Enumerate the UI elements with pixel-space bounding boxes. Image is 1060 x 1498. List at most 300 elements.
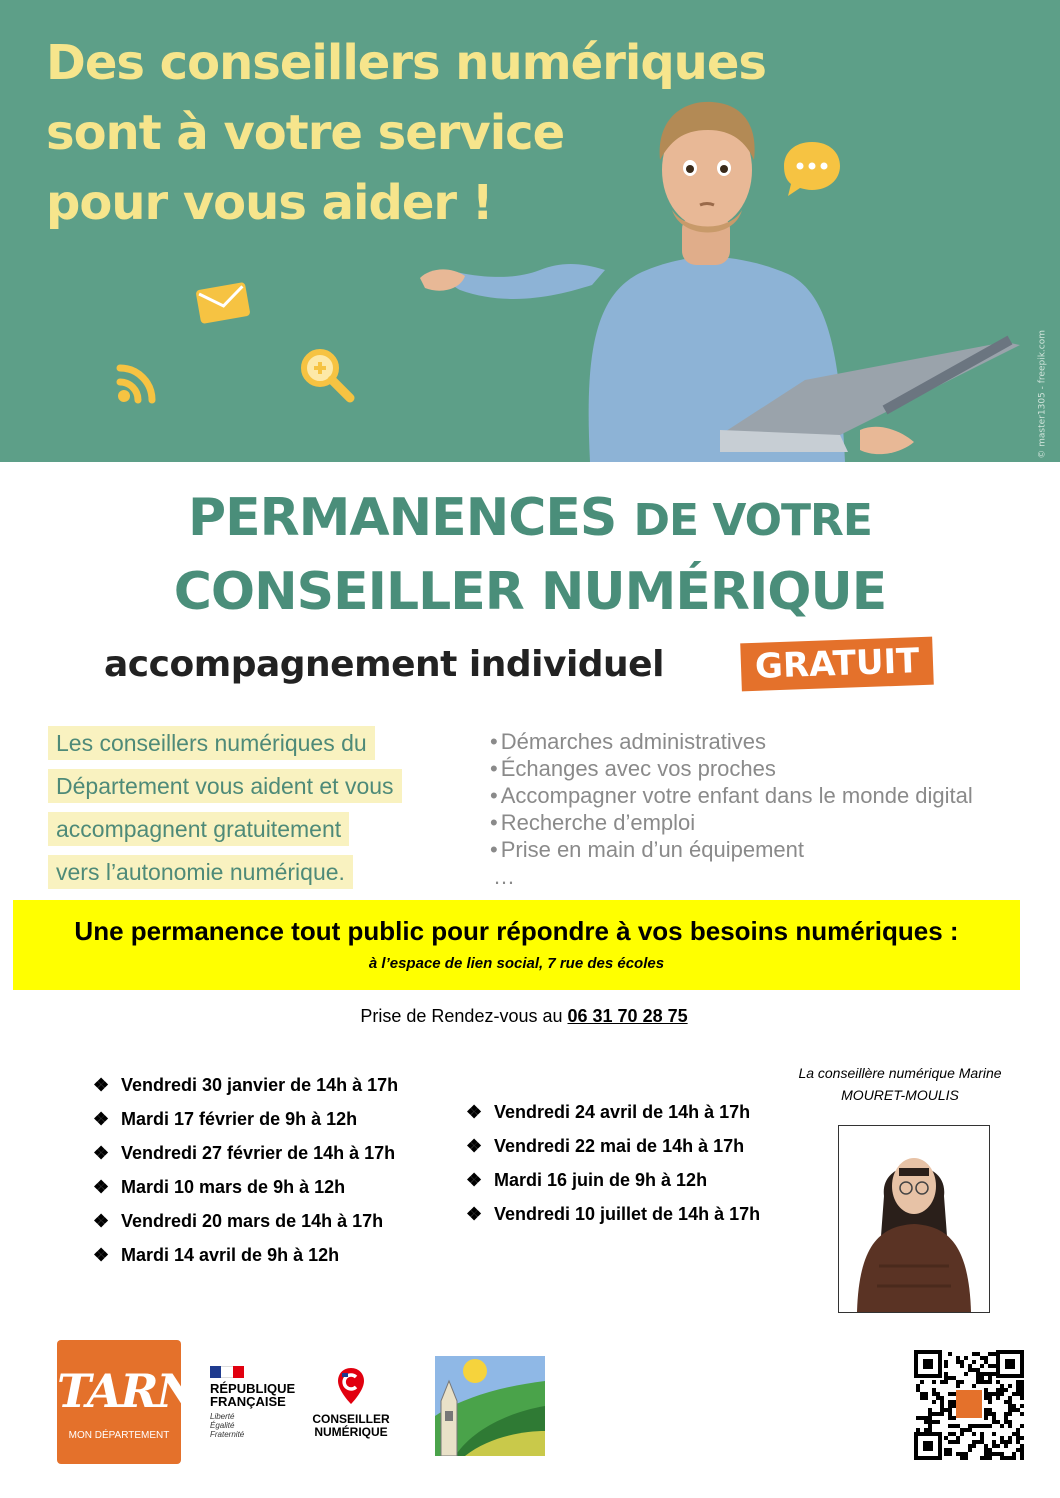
subtitle-accompagnement: accompagnement individuel	[104, 644, 664, 685]
advisor-caption	[780, 1062, 1020, 1106]
qr-module	[952, 1392, 956, 1396]
qr-module	[988, 1448, 992, 1452]
qr-module	[1008, 1412, 1012, 1416]
qr-module	[980, 1376, 984, 1380]
qr-module	[1004, 1400, 1008, 1404]
qr-module	[992, 1364, 996, 1368]
diamond-bullet-icon: ❖	[93, 1177, 110, 1197]
qr-module	[980, 1432, 984, 1436]
qr-module	[980, 1372, 984, 1376]
qr-module	[988, 1372, 992, 1376]
date-item	[466, 1129, 760, 1163]
qr-module	[976, 1376, 980, 1380]
qr-module	[992, 1352, 996, 1356]
qr-module	[924, 1428, 928, 1432]
qr-module	[1020, 1436, 1024, 1440]
qr-module	[984, 1424, 988, 1428]
qr-module	[984, 1372, 988, 1376]
qr-module	[976, 1424, 980, 1428]
qr-module	[920, 1396, 924, 1400]
qr-module	[1004, 1456, 1008, 1460]
advisor-photo	[838, 1125, 990, 1313]
qr-module	[1000, 1436, 1004, 1440]
qr-module	[980, 1436, 984, 1440]
qr-module	[1004, 1416, 1008, 1420]
qr-module	[948, 1400, 952, 1404]
date-item	[466, 1095, 760, 1129]
qr-module	[920, 1416, 924, 1420]
intro-line: Département vous aident et vous	[48, 769, 402, 803]
qr-module	[996, 1444, 1000, 1448]
qr-module	[960, 1428, 964, 1432]
qr-module	[1016, 1392, 1020, 1396]
qr-module	[936, 1420, 940, 1424]
qr-module	[948, 1452, 952, 1456]
date-text: Vendredi 27 février de 14h à 17h	[121, 1143, 396, 1163]
qr-module	[1012, 1432, 1016, 1436]
service-item: • Échanges avec vos proches	[490, 755, 973, 782]
qr-module	[976, 1440, 980, 1444]
appointment-label: Prise de Rendez-vous au	[360, 1006, 568, 1026]
date-text: Vendredi 22 mai de 14h à 17h	[494, 1136, 745, 1156]
qr-module	[948, 1352, 952, 1356]
qr-module	[964, 1456, 968, 1460]
qr-module	[1020, 1456, 1024, 1460]
qr-module	[1000, 1452, 1004, 1456]
qr-module	[988, 1456, 992, 1460]
tarn-logo-text: TARN	[57, 1364, 197, 1418]
qr-module	[1008, 1400, 1012, 1404]
date-item	[93, 1136, 398, 1170]
qr-module	[932, 1392, 936, 1396]
cn-name	[306, 1413, 396, 1439]
qr-module	[964, 1372, 968, 1376]
qr-module	[1020, 1424, 1024, 1428]
qr-module	[964, 1452, 968, 1456]
qr-module	[960, 1456, 964, 1460]
diamond-bullet-icon: ❖	[93, 1075, 110, 1095]
services-list	[490, 728, 973, 890]
rf-motto-line: Liberté	[210, 1412, 235, 1421]
qr-module	[972, 1352, 976, 1356]
qr-module	[924, 1420, 928, 1424]
qr-module	[956, 1380, 960, 1384]
qr-module	[1008, 1456, 1012, 1460]
diamond-bullet-icon: ❖	[93, 1143, 110, 1163]
qr-module	[984, 1416, 988, 1420]
title-line-1	[0, 488, 1060, 548]
advisor-caption-line: MOURET-MOULIS	[841, 1087, 959, 1103]
qr-module	[948, 1424, 952, 1428]
qr-module	[916, 1428, 920, 1432]
qr-module	[984, 1444, 988, 1448]
qr-module	[984, 1388, 988, 1392]
date-item	[466, 1163, 760, 1197]
title-line-2: CONSEILLER NUMÉRIQUE	[173, 562, 887, 622]
qr-module	[1008, 1396, 1012, 1400]
qr-module	[988, 1452, 992, 1456]
qr-module	[988, 1352, 992, 1356]
qr-module	[984, 1356, 988, 1360]
hero-title-line: Des conseillers numériques	[46, 35, 766, 91]
qr-module	[988, 1364, 992, 1368]
intro-text	[48, 726, 478, 898]
republique-francaise-logo	[210, 1366, 295, 1439]
qr-module	[952, 1424, 956, 1428]
banner-heading: Une permanence tout public pour répondre à vos besoins numériques :	[74, 916, 959, 946]
qr-module	[920, 1380, 924, 1384]
date-text: Vendredi 20 mars de 14h à 17h	[121, 1211, 384, 1231]
qr-module	[992, 1392, 996, 1396]
qr-module	[988, 1412, 992, 1416]
qr-module	[1000, 1392, 1004, 1396]
qr-module	[988, 1408, 992, 1412]
advisor-caption-line: La conseillère numérique Marine	[798, 1065, 1002, 1081]
qr-module	[1012, 1456, 1016, 1460]
qr-module	[944, 1436, 948, 1440]
qr-module	[924, 1392, 928, 1396]
diamond-bullet-icon: ❖	[466, 1170, 483, 1190]
date-text: Mardi 14 avril de 9h à 12h	[121, 1245, 340, 1265]
tarn-logo	[57, 1340, 197, 1464]
qr-module	[948, 1404, 952, 1408]
qr-module	[1000, 1384, 1004, 1388]
date-item	[93, 1102, 398, 1136]
service-item: • Recherche d’emploi	[490, 809, 973, 836]
qr-code-icon[interactable]	[914, 1350, 1024, 1460]
diamond-bullet-icon: ❖	[466, 1102, 483, 1122]
qr-module	[1004, 1420, 1008, 1424]
qr-module	[928, 1416, 932, 1420]
qr-module	[948, 1448, 952, 1452]
qr-module	[996, 1392, 1000, 1396]
qr-module	[988, 1424, 992, 1428]
qr-module	[948, 1440, 952, 1444]
qr-module	[984, 1452, 988, 1456]
qr-module	[1016, 1388, 1020, 1392]
qr-module	[956, 1452, 960, 1456]
qr-module	[956, 1360, 960, 1364]
qr-module	[972, 1368, 976, 1372]
qr-module	[996, 1380, 1000, 1384]
qr-module	[944, 1372, 948, 1376]
qr-module	[1016, 1448, 1020, 1452]
qr-module	[936, 1412, 940, 1416]
envelope-icon	[193, 280, 253, 326]
banner-location: à l’espace de lien social, 7 rue des écoles	[368, 955, 665, 972]
date-item	[93, 1238, 398, 1272]
qr-module	[972, 1384, 976, 1388]
qr-module	[1008, 1436, 1012, 1440]
rf-name-line: FRANÇAISE	[210, 1394, 286, 1409]
qr-module	[996, 1388, 1000, 1392]
qr-module	[984, 1448, 988, 1452]
date-text: Vendredi 10 juillet de 14h à 17h	[494, 1204, 761, 1224]
phone-number-link[interactable]: 06 31 70 28 75	[567, 1006, 688, 1026]
qr-module	[948, 1412, 952, 1416]
date-text: Mardi 10 mars de 9h à 12h	[121, 1177, 346, 1197]
qr-module	[948, 1416, 952, 1420]
qr-module	[920, 1392, 924, 1396]
qr-module	[960, 1360, 964, 1364]
qr-module	[948, 1392, 952, 1396]
date-item	[93, 1204, 398, 1238]
qr-module	[932, 1388, 936, 1392]
qr-module	[928, 1424, 932, 1428]
qr-module	[956, 1440, 960, 1444]
dates-list-left	[93, 1068, 398, 1272]
qr-module	[1012, 1392, 1016, 1396]
diamond-bullet-icon: ❖	[466, 1136, 483, 1156]
tarn-logo-subtext: MON DÉPARTEMENT	[68, 1430, 170, 1441]
qr-module	[1004, 1412, 1008, 1416]
qr-module	[940, 1380, 944, 1384]
hero-title-line: pour vous aider !	[46, 175, 493, 231]
qr-module	[940, 1408, 944, 1412]
qr-module	[1004, 1440, 1008, 1444]
qr-module	[1020, 1396, 1024, 1400]
qr-module	[1012, 1408, 1016, 1412]
qr-module	[924, 1396, 928, 1400]
qr-module	[992, 1420, 996, 1424]
qr-module	[1000, 1456, 1004, 1460]
qr-module	[980, 1424, 984, 1428]
qr-module	[956, 1356, 960, 1360]
qr-module	[948, 1376, 952, 1380]
service-item-more: …	[493, 864, 515, 889]
qr-module	[1008, 1404, 1012, 1408]
qr-module	[952, 1404, 956, 1408]
qr-module	[960, 1364, 964, 1368]
qr-module	[996, 1420, 1000, 1424]
qr-module	[968, 1448, 972, 1452]
qr-module	[980, 1380, 984, 1384]
qr-module	[932, 1380, 936, 1384]
rf-motto-line: Égalité	[210, 1421, 235, 1430]
qr-module	[916, 1388, 920, 1392]
service-item: • Accompagner votre enfant dans le monde digital	[490, 782, 973, 809]
qr-module	[1020, 1392, 1024, 1396]
wifi-icon	[112, 356, 168, 406]
qr-module	[1016, 1428, 1020, 1432]
qr-module	[1012, 1404, 1016, 1408]
qr-module	[984, 1412, 988, 1416]
qr-module	[960, 1452, 964, 1456]
appointment-line	[0, 1006, 1048, 1027]
qr-module	[928, 1420, 932, 1424]
date-item	[93, 1068, 398, 1102]
qr-module	[936, 1392, 940, 1396]
photo-credit: © master1305 - freepik.com	[1038, 330, 1048, 459]
conseiller-numerique-logo	[306, 1366, 396, 1439]
title-permanences: PERMANENCES	[187, 488, 617, 548]
qr-module	[1020, 1404, 1024, 1408]
qr-module	[940, 1396, 944, 1400]
qr-module	[940, 1412, 944, 1416]
qr-module	[1000, 1440, 1004, 1444]
service-item: • Prise en main d’un équipement	[490, 836, 973, 863]
qr-module	[988, 1380, 992, 1384]
hero-banner	[0, 0, 1060, 462]
service-item: • Démarches administratives	[490, 728, 973, 755]
qr-module	[964, 1428, 968, 1432]
qr-module	[944, 1380, 948, 1384]
qr-module	[952, 1400, 956, 1404]
qr-module	[940, 1400, 944, 1404]
permanence-banner	[13, 900, 1020, 990]
qr-module	[992, 1412, 996, 1416]
qr-module	[992, 1440, 996, 1444]
intro-line: accompagnent gratuitement	[48, 812, 349, 846]
qr-module	[984, 1360, 988, 1364]
qr-module	[1020, 1380, 1024, 1384]
qr-module	[1020, 1388, 1024, 1392]
qr-module	[1016, 1436, 1020, 1440]
qr-module	[972, 1424, 976, 1428]
qr-module	[1020, 1448, 1024, 1452]
qr-module	[924, 1416, 928, 1420]
qr-module	[968, 1364, 972, 1368]
qr-module	[916, 1384, 920, 1388]
qr-module	[936, 1396, 940, 1400]
qr-module	[1016, 1432, 1020, 1436]
qr-module	[1016, 1408, 1020, 1412]
qr-module	[980, 1456, 984, 1460]
qr-module	[948, 1432, 952, 1436]
qr-module	[996, 1396, 1000, 1400]
french-flag-icon	[210, 1366, 244, 1378]
qr-module	[1008, 1440, 1012, 1444]
rf-motto-line: Fraternité	[210, 1430, 245, 1439]
qr-module	[944, 1360, 948, 1364]
intro-line: vers l’autonomie numérique.	[48, 855, 353, 889]
qr-module	[940, 1404, 944, 1408]
qr-module	[916, 1416, 920, 1420]
cn-name-line: CONSEILLER	[312, 1412, 390, 1426]
qr-module	[956, 1436, 960, 1440]
title-de-votre: DE VOTRE	[633, 495, 872, 546]
date-item	[466, 1197, 760, 1231]
qr-module	[968, 1368, 972, 1372]
qr-module	[952, 1416, 956, 1420]
qr-module	[932, 1420, 936, 1424]
qr-module	[972, 1360, 976, 1364]
qr-module	[992, 1432, 996, 1436]
qr-module	[992, 1452, 996, 1456]
qr-module	[1000, 1388, 1004, 1392]
qr-module	[976, 1352, 980, 1356]
diamond-bullet-icon: ❖	[93, 1109, 110, 1129]
qr-module	[992, 1444, 996, 1448]
qr-module	[944, 1452, 948, 1456]
qr-module	[1008, 1384, 1012, 1388]
qr-module	[984, 1392, 988, 1396]
qr-module	[968, 1428, 972, 1432]
rf-name-line: RÉPUBLIQUE	[210, 1381, 296, 1396]
date-text: Vendredi 30 janvier de 14h à 17h	[121, 1075, 399, 1095]
qr-module	[1008, 1420, 1012, 1424]
diamond-bullet-icon: ❖	[93, 1245, 110, 1265]
qr-module	[1020, 1384, 1024, 1388]
qr-module	[1012, 1452, 1016, 1456]
qr-module	[964, 1356, 968, 1360]
qr-module	[944, 1448, 948, 1452]
qr-module	[1000, 1424, 1004, 1428]
qr-module	[988, 1400, 992, 1404]
qr-module	[932, 1412, 936, 1416]
date-item	[93, 1170, 398, 1204]
village-landscape-illustration	[435, 1356, 545, 1456]
intro-line: Les conseillers numériques du	[48, 726, 375, 760]
qr-module	[956, 1384, 960, 1388]
qr-module	[976, 1380, 980, 1384]
qr-module	[996, 1452, 1000, 1456]
qr-module	[948, 1408, 952, 1412]
magnifier-icon	[298, 346, 358, 406]
date-text: Vendredi 24 avril de 14h à 17h	[494, 1102, 751, 1122]
qr-module	[976, 1368, 980, 1372]
qr-module	[944, 1364, 948, 1368]
qr-module	[1020, 1412, 1024, 1416]
qr-module	[972, 1440, 976, 1444]
qr-module	[972, 1432, 976, 1436]
date-text: Mardi 17 février de 9h à 12h	[121, 1109, 358, 1129]
gratuit-badge: GRATUIT	[740, 637, 934, 692]
dates-list-right	[466, 1095, 760, 1231]
qr-module	[1008, 1408, 1012, 1412]
qr-module	[988, 1376, 992, 1380]
qr-module	[984, 1396, 988, 1400]
qr-module	[1008, 1424, 1012, 1428]
qr-module	[984, 1456, 988, 1460]
qr-module	[928, 1408, 932, 1412]
qr-module	[1004, 1444, 1008, 1448]
qr-module	[928, 1428, 932, 1432]
qr-module	[1016, 1380, 1020, 1384]
qr-module	[952, 1376, 956, 1380]
qr-module	[956, 1424, 960, 1428]
qr-module	[944, 1376, 948, 1380]
advisor-portrait-illustration	[839, 1126, 989, 1312]
qr-module	[980, 1364, 984, 1368]
qr-module	[976, 1372, 980, 1376]
qr-module	[992, 1372, 996, 1376]
date-text: Mardi 16 juin de 9h à 12h	[494, 1170, 708, 1190]
qr-module	[972, 1444, 976, 1448]
qr-module	[960, 1432, 964, 1436]
rf-name	[210, 1382, 295, 1408]
qr-module	[968, 1444, 972, 1448]
qr-module	[952, 1432, 956, 1436]
qr-module	[988, 1392, 992, 1396]
qr-module	[960, 1380, 964, 1384]
qr-module	[984, 1408, 988, 1412]
diamond-bullet-icon: ❖	[466, 1204, 483, 1224]
qr-module	[984, 1380, 988, 1384]
qr-module	[928, 1412, 932, 1416]
cn-name-line: NUMÉRIQUE	[314, 1425, 388, 1439]
hero-person-illustration	[420, 90, 1020, 462]
qr-module	[1016, 1440, 1020, 1444]
village-logo	[435, 1356, 545, 1456]
qr-module	[1004, 1388, 1008, 1392]
qr-module	[968, 1424, 972, 1428]
qr-module	[992, 1416, 996, 1420]
qr-module	[980, 1356, 984, 1360]
qr-module	[1020, 1452, 1024, 1456]
qr-module	[1020, 1444, 1024, 1448]
qr-module	[1016, 1384, 1020, 1388]
